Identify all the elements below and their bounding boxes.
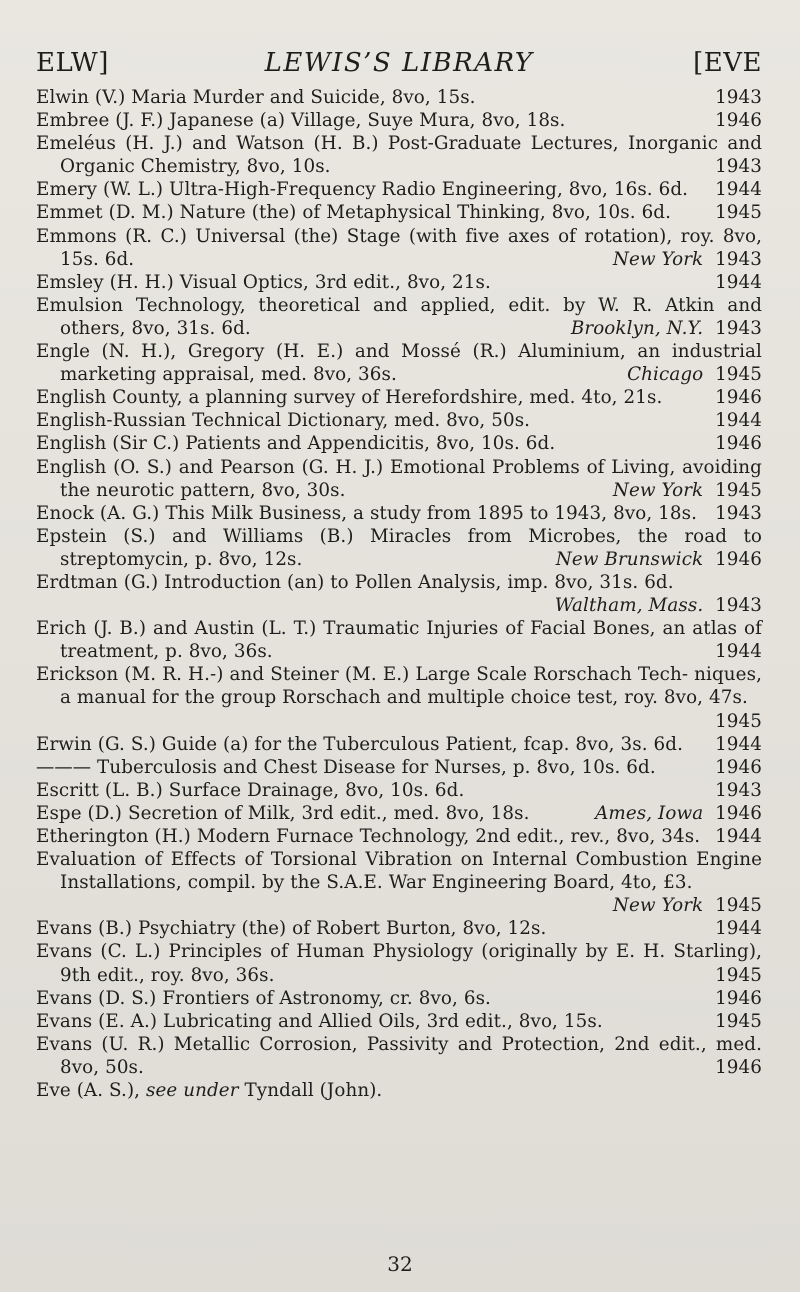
catalogue-entry <box>36 271 762 294</box>
entry-year: 1945 <box>715 479 762 501</box>
entry-description: Emsley (H. H.) Visual Optics, 3rd edit., 8vo, 21s. <box>36 271 491 293</box>
catalogue-entry <box>36 132 762 178</box>
entry-year: 1945 <box>715 1010 762 1032</box>
entry-description: Erdtman (G.) Introduction (an) to Pollen Analysis, imp. 8vo, 31s. 6d. <box>36 571 674 593</box>
catalogue-entry <box>36 1010 762 1033</box>
entry-imprint <box>701 201 762 224</box>
catalogue-entry <box>36 940 762 986</box>
entry-year: 1943 <box>715 87 762 108</box>
running-head <box>36 48 762 78</box>
catalogue-entry <box>36 178 762 201</box>
entry-description: Erickson (M. R. H.-) and Steiner (M. E.) Large Scale Rorschach Tech- niques, a manual for the group Rorschach and multiple choice test, roy. 8vo, 47s. <box>36 664 762 709</box>
entry-description: English County, a planning survey of Herefordshire, med. 4to, 21s. <box>36 387 663 409</box>
header-range-start: ELW] <box>36 48 109 78</box>
catalogue-entry <box>36 86 762 109</box>
entry-place: Ames, Iowa <box>595 802 704 824</box>
page-number: 32 <box>387 1252 413 1276</box>
entry-imprint <box>701 271 762 294</box>
entry-description: Evans (E. A.) Lubricating and Allied Oils, 3rd edit., 8vo, 15s. <box>36 1010 603 1032</box>
entry-imprint <box>701 386 762 409</box>
catalogue-entry <box>36 1033 762 1079</box>
entry-year: 1944 <box>715 826 762 847</box>
entry-year: 1945 <box>715 364 762 386</box>
entry-place: New Brunswick <box>555 548 704 570</box>
entry-imprint <box>701 502 762 525</box>
entry-description: Escritt (L. B.) Surface Drainage, 8vo, 10s. 6d. <box>36 779 465 801</box>
entry-description: Evans (C. L.) Principles of Human Physiology (originally by E. H. Starling), 9th edit., roy. 8vo, 36s. <box>36 941 762 986</box>
cross-reference-head: Eve (A. S.), <box>36 1080 141 1102</box>
entry-imprint <box>701 987 762 1010</box>
entry-year: 1946 <box>715 548 762 570</box>
entry-imprint <box>701 964 762 987</box>
entry-imprint <box>542 548 762 571</box>
entry-description: ——— Tuberculosis and Chest Disease for Nurses, p. 8vo, 10s. 6d. <box>36 756 656 778</box>
catalogue-entry <box>36 733 762 756</box>
entry-description: Etherington (H.) Modern Furnace Technology, 2nd edit., rev., 8vo, 34s. <box>36 826 701 847</box>
entry-description: Emeléus (H. J.) and Watson (H. B.) Post-Graduate Lectures, Inorganic and Organic Chemistry, 8vo, 10s. <box>36 133 762 178</box>
entry-year: 1945 <box>715 202 762 224</box>
entry-imprint <box>701 155 762 178</box>
entry-place: Brooklyn, N.Y. <box>570 317 704 339</box>
entry-imprint <box>701 733 762 756</box>
entry-description: Epstein (S.) and Williams (B.) Miracles from Microbes, the road to streptomycin, p. 8vo, 12s. <box>36 525 762 570</box>
entry-year: 1944 <box>715 271 762 293</box>
entry-description: Erwin (G. S.) Guide (a) for the Tuberculous Patient, fcap. 8vo, 3s. 6d. <box>36 733 683 755</box>
entry-year: 1946 <box>715 802 762 824</box>
entry-description: Emery (W. L.) Ultra-High-Frequency Radio Engineering, 8vo, 16s. 6d. <box>36 179 689 201</box>
entry-imprint <box>613 363 762 386</box>
entry-imprint <box>581 802 762 825</box>
entry-year: 1945 <box>715 964 762 986</box>
entry-year: 1943 <box>715 156 762 178</box>
entry-imprint <box>701 640 762 663</box>
entry-year: 1944 <box>715 179 762 201</box>
catalogue-entry <box>36 779 762 802</box>
entry-year: 1943 <box>715 779 762 801</box>
catalogue-entry <box>36 617 762 663</box>
entry-year: 1946 <box>715 756 762 778</box>
entry-imprint <box>599 894 762 917</box>
entry-place: New York <box>612 895 704 917</box>
cross-reference-entry <box>36 1079 762 1102</box>
entry-description: Emmet (D. M.) Nature (the) of Metaphysical Thinking, 8vo, 10s. 6d. <box>36 202 672 224</box>
entry-year: 1944 <box>715 410 762 432</box>
catalogue-entry <box>36 502 762 525</box>
entry-description: Emulsion Technology, theoretical and applied, edit. by W. R. Atkin and others, 8vo, 31s. 6d. <box>36 294 762 339</box>
catalogue-entry <box>36 756 762 779</box>
entry-description: Evans (D. S.) Frontiers of Astronomy, cr. 8vo, 6s. <box>36 987 491 1009</box>
entry-description: Evaluation of Effects of Torsional Vibration on Internal Combustion Engine Installations, compil. by the S.A.E. War Engineering Board, 4to, £3. <box>36 849 762 894</box>
entry-imprint <box>599 479 762 502</box>
entry-year: 1946 <box>715 110 762 132</box>
catalogue-entry <box>36 432 762 455</box>
cross-reference-target: Tyndall (John). <box>244 1080 383 1102</box>
catalogue-entry <box>36 409 762 432</box>
header-range-end: [EVE <box>693 48 762 78</box>
entry-imprint <box>541 594 762 617</box>
entry-description: Enock (A. G.) This Milk Business, a study from 1895 to 1943, 8vo, 18s. <box>36 502 698 524</box>
catalogue-entry <box>36 225 762 271</box>
catalogue-entry <box>36 456 762 502</box>
entry-description: Evans (B.) Psychiatry (the) of Robert Burton, 8vo, 12s. <box>36 918 547 940</box>
entry-description: Elwin (V.) Maria Murder and Suicide, 8vo, 15s. <box>36 87 476 108</box>
entry-imprint <box>701 710 762 733</box>
entry-description: Emmons (R. C.) Universal (the) Stage (with five axes of rotation), roy. 8vo, 15s. 6d. <box>36 225 762 270</box>
entry-description: Erich (J. B.) and Austin (L. T.) Traumatic Injuries of Facial Bones, an atlas of treatment, p. 8vo, 36s. <box>36 618 762 663</box>
entry-year: 1943 <box>715 317 762 339</box>
entry-imprint <box>701 825 762 848</box>
entry-place: New York <box>612 479 704 501</box>
catalogue-entry <box>36 825 762 848</box>
entry-year: 1943 <box>715 248 762 270</box>
entry-imprint <box>557 317 762 340</box>
catalogue-entry <box>36 917 762 940</box>
catalogue-entry <box>36 571 762 617</box>
catalogue-entries <box>36 86 762 1102</box>
entry-description: English-Russian Technical Dictionary, med. 8vo, 50s. <box>36 410 531 432</box>
entry-year: 1946 <box>715 433 762 455</box>
entry-imprint <box>701 432 762 455</box>
entry-imprint <box>599 248 762 271</box>
entry-year: 1946 <box>715 987 762 1009</box>
catalogue-entry <box>36 802 762 825</box>
entry-year: 1946 <box>715 1056 762 1078</box>
entry-description: English (O. S.) and Pearson (G. H. J.) Emotional Problems of Living, avoiding the neurotic pattern, 8vo, 30s. <box>36 456 762 501</box>
entry-year: 1944 <box>715 641 762 663</box>
entry-imprint <box>701 409 762 432</box>
entry-imprint <box>701 917 762 940</box>
entry-place: New York <box>612 248 704 270</box>
see-under-label: see under <box>146 1080 239 1102</box>
catalogue-entry <box>36 109 762 132</box>
entry-imprint <box>701 756 762 779</box>
entry-imprint <box>701 86 762 109</box>
catalogue-entry <box>36 201 762 224</box>
entry-year: 1943 <box>715 502 762 524</box>
entry-place: Waltham, Mass. <box>554 595 704 617</box>
entry-imprint <box>701 1010 762 1033</box>
entry-year: 1944 <box>715 918 762 940</box>
catalogue-entry <box>36 848 762 917</box>
catalogue-entry <box>36 987 762 1010</box>
entry-year: 1945 <box>715 895 762 917</box>
catalogue-entry <box>36 525 762 571</box>
entry-description: Evans (U. R.) Metallic Corrosion, Passivity and Protection, 2nd edit., med. 8vo, 50s. <box>36 1033 762 1078</box>
entry-description: English (Sir C.) Patients and Appendicitis, 8vo, 10s. 6d. <box>36 433 556 455</box>
entry-year: 1946 <box>715 387 762 409</box>
entry-place: Chicago <box>627 364 704 386</box>
entry-year: 1945 <box>715 710 762 732</box>
catalogue-entry <box>36 663 762 732</box>
entry-description: Engle (N. H.), Gregory (H. E.) and Mossé (R.) Aluminium, an industrial marketing appraisal, med. 8vo, 36s. <box>36 341 762 386</box>
entry-imprint <box>701 178 762 201</box>
entry-year: 1944 <box>715 733 762 755</box>
entry-year: 1943 <box>715 595 762 617</box>
entry-description: Espe (D.) Secretion of Milk, 3rd edit., med. 8vo, 18s. <box>36 802 530 824</box>
entry-description: Embree (J. F.) Japanese (a) Village, Suye Mura, 8vo, 18s. <box>36 110 566 132</box>
catalogue-entry <box>36 294 762 340</box>
catalogue-entry <box>36 386 762 409</box>
header-title: LEWIS’S LIBRARY <box>264 48 534 78</box>
entry-imprint <box>701 779 762 802</box>
entry-imprint <box>701 1056 762 1079</box>
catalogue-entry <box>36 340 762 386</box>
entry-imprint <box>701 109 762 132</box>
